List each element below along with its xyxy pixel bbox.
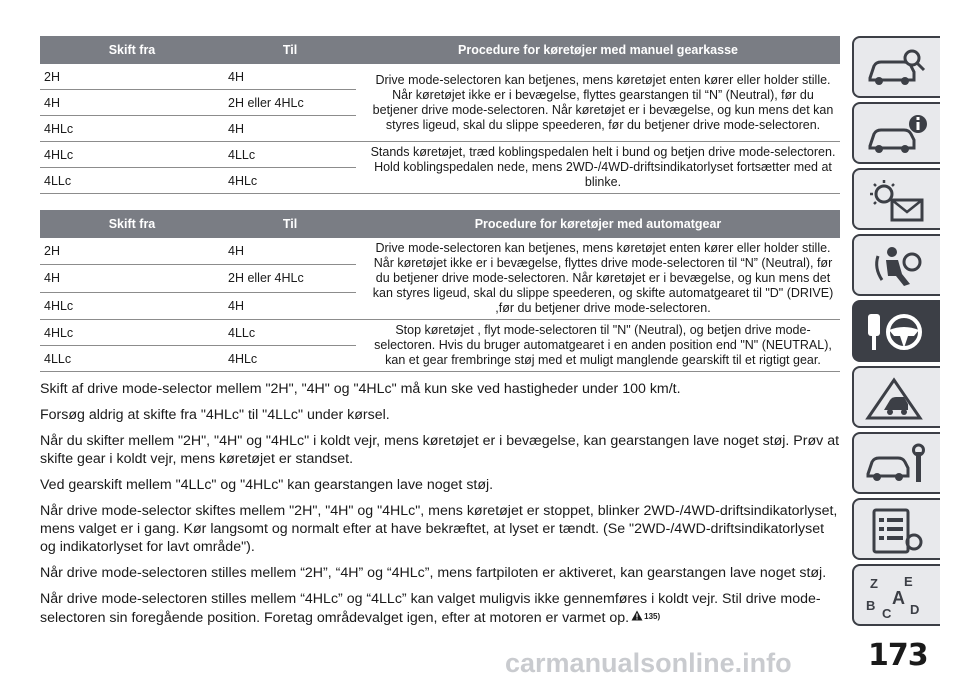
- cell-procedure: Stands køretøjet, træd koblingspedalen helt i bund og betjen drive mode-selectoren. Hold koblingspedalen nede, mens 2WD-/4WD-driftsindikatorlyset fortsætter med at blinke.: [356, 142, 840, 194]
- road-emergency-icon: [864, 376, 930, 422]
- index-letter: E: [904, 574, 913, 589]
- car-info-icon: [864, 112, 930, 158]
- cell-procedure: Stop køretøjet , flyt mode-selectoren til "N" (Neutral), og betjen drive mode-selectoren. Hvis du bruger automatgearet i en anden position end "N" (NEUTRAL), kan et gear frembringe støj med et muligt manglende gearskift til et rigtigt gear.: [356, 320, 840, 372]
- chapter-sidebar: [852, 36, 940, 630]
- header-to: Til: [224, 36, 356, 64]
- page-number: 173: [868, 638, 928, 673]
- cell-to: 4H: [224, 64, 356, 90]
- table-row: [40, 142, 840, 168]
- note-paragraph: Ved gearskift mellem "4LLc" og "4HLc" kan gearstangen lave noget støj.: [40, 477, 494, 493]
- warning-lights-icon: [864, 178, 930, 224]
- manual-gearbox-table: [40, 36, 840, 194]
- tab-car-info[interactable]: [852, 102, 940, 164]
- car-maintenance-icon: [864, 442, 930, 488]
- cell-to: 4HLc: [224, 168, 356, 194]
- note-text: Når drive mode-selectoren stilles mellem “4HLc” og “4LLc” kan valget muligvis ikke gennemføres i koldt vejr. Stil drive mode-selectoren sin foregående position. Foretag områdevalget igen, efter at motoren er varmet op.: [40, 591, 821, 626]
- cell-to: 2H eller 4HLc: [224, 265, 356, 292]
- note-paragraph: Når drive mode-selectoren stilles mellem “2H”, “4H” og “4HLc”, mens fartpiloten er aktiveret, kan gearstangen lave noget støj.: [40, 565, 827, 581]
- tab-key-steering-wheel[interactable]: [852, 300, 940, 362]
- cell-from: 4LLc: [40, 346, 224, 372]
- cell-to: 4LLc: [224, 320, 356, 346]
- index-letter: A: [892, 588, 905, 608]
- header-from: Skift fra: [40, 36, 224, 64]
- specifications-icon: [864, 508, 930, 554]
- note-paragraph: Skift af drive mode-selector mellem "2H", "4H" og "4HLc" må kun ske ved hastigheder under 100 km/t.: [40, 381, 681, 397]
- cell-to: 2H eller 4HLc: [224, 90, 356, 116]
- automatic-gearbox-table: [40, 210, 840, 372]
- note-reference: 135): [644, 612, 661, 621]
- index-letter: C: [882, 606, 892, 620]
- tab-car-maintenance[interactable]: [852, 432, 940, 494]
- table-row: [40, 238, 840, 265]
- cell-to: 4HLc: [224, 346, 356, 372]
- cell-from: 4LLc: [40, 168, 224, 194]
- cell-procedure: Drive mode-selectoren kan betjenes, mens køretøjet enten kører eller holder stille. Når køretøjet ikke er i bevægelse, flyttes drive mode-selectoren til “N” (Neutral), før du betjener drive mode-selectoren. Når køretøjet er i bevægelse, og kun mens det kan styres ligeud, skal du slippe speederen, og skifte automatgearet til "D" (DRIVE) ,før du betjener drive mode-selectoren.: [356, 238, 840, 320]
- cell-from: 2H: [40, 64, 224, 90]
- tab-road-emergency[interactable]: [852, 366, 940, 428]
- index-letter: D: [910, 602, 920, 617]
- header-procedure: Procedure for køretøjer med automatgear: [356, 210, 840, 238]
- note-paragraph: Når drive mode-selector skiftes mellem "2H", "4H" og "4HLc", mens køretøjet er stoppet, blinker 2WD-/4WD-driftsindikatorlyset, mens valget er i gang. Kør langsomt og normalt efter at have bekræftet, at lyset er tændt. (Se "2WD-/4WD-driftsindikatorlyset og indikatorlyset for lavt område").: [40, 503, 838, 555]
- index-letter: Z: [870, 576, 878, 591]
- cell-from: 4HLc: [40, 292, 224, 319]
- cell-from: 2H: [40, 238, 224, 265]
- page-content: [40, 36, 840, 635]
- tab-airbag-safety[interactable]: [852, 234, 940, 296]
- key-steering-wheel-icon: [864, 310, 930, 356]
- table-row: [40, 64, 840, 90]
- warning-triangle-icon: [631, 610, 643, 621]
- cell-to: 4LLc: [224, 142, 356, 168]
- note-paragraph: Forsøg aldrig at skifte fra "4HLc" til "4LLc" under kørsel.: [40, 407, 390, 423]
- index-letter: B: [866, 598, 876, 613]
- tab-warning-lights[interactable]: [852, 168, 940, 230]
- cell-procedure: Drive mode-selectoren kan betjenes, mens køretøjet enten kører eller holder stille. Når køretøjet ikke er i bevægelse, flyttes gearstangen til “N” (Neutral), før du betjener drive mode-selectoren. Når køretøjet er i bevægelse, og kun mens det kan styres ligeud, skal du slippe speederen, før du betjener drive mode-selectoren.: [356, 64, 840, 142]
- cell-from: 4H: [40, 90, 224, 116]
- note-paragraph-last: [40, 590, 840, 627]
- cell-to: 4H: [224, 238, 356, 265]
- cell-from: 4HLc: [40, 142, 224, 168]
- note-paragraph: Når du skifter mellem "2H", "4H" og "4HLc" i koldt vejr, mens køretøjet er i bevægelse, kan gearstangen lave noget støj. Prøv at skifte gear i koldt vejr, mens køretøjet er standset.: [40, 433, 840, 467]
- cell-from: 4H: [40, 265, 224, 292]
- header-to: Til: [224, 210, 356, 238]
- cell-to: 4H: [224, 292, 356, 319]
- airbag-safety-icon: [864, 244, 930, 290]
- watermark: carmanualsonline.info: [505, 648, 792, 678]
- table-row: [40, 320, 840, 346]
- cell-from: 4HLc: [40, 320, 224, 346]
- header-from: Skift fra: [40, 210, 224, 238]
- notes: [40, 380, 840, 627]
- cell-from: 4HLc: [40, 116, 224, 142]
- tab-specifications[interactable]: [852, 498, 940, 560]
- car-search-icon: [864, 46, 930, 92]
- index-icon: [864, 574, 930, 620]
- header-procedure: Procedure for køretøjer med manuel gearkasse: [356, 36, 840, 64]
- tab-car-search[interactable]: [852, 36, 940, 98]
- cell-to: 4H: [224, 116, 356, 142]
- tab-index[interactable]: [852, 564, 940, 626]
